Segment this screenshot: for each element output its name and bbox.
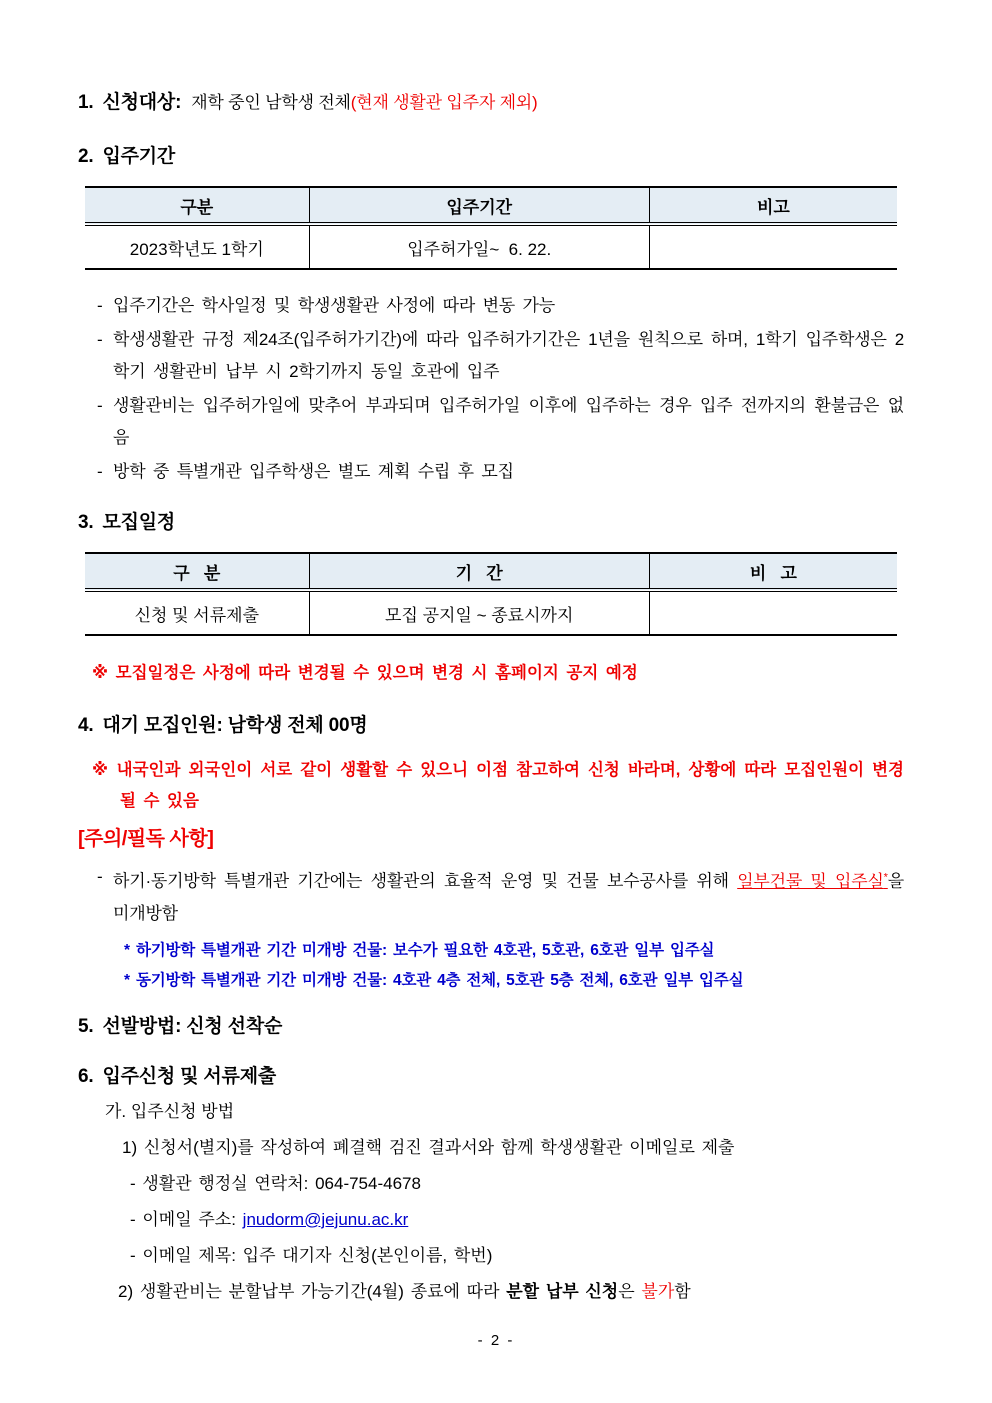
email-link[interactable]: jnudorm@jejunu.ac.kr [242,1209,409,1229]
cell-period: 입주허가일~ 6. 22. [309,224,649,269]
table-header-gubun: 구 분 [85,553,309,590]
bullet-item [97,324,904,388]
summer-closure-note: * 하기방학 특별개관 기간 미개방 건물: 보수가 필요한 4호관, 5호관, 6호관 일부 입주실 [124,941,715,959]
capacity-change-note: ※ 내국인과 외국인이 서로 같이 생활할 수 있으니 이점 참고하여 신청 바라며, 상황에 따라 모집인원이 변경 될 수 있음 [92,761,904,810]
section-6-heading [78,1064,904,1090]
dash-marker: - [97,462,103,481]
section-3-heading [78,510,904,536]
section-1-red-note: (현재 생활관 입주자 제외) [350,93,538,112]
table-header-note: 비고 [649,187,897,224]
asterisk-superscript: * [883,871,888,883]
step-2-mid: 은 [618,1281,642,1301]
table-header-period: 입주기간 [309,187,649,224]
caution-text [113,861,904,930]
bullet-text: 방학 중 특별개관 입주학생은 별도 계획 수립 후 모집 [113,462,514,481]
section-1-number: 1. [78,92,94,113]
caution-underlined-red: 일부건물 및 입주실* [737,871,888,891]
application-method-subheading: 가. 입주신청 방법 [105,1101,235,1121]
section-5-title: 선발방법: 신청 선착순 [102,1015,283,1037]
table-header-gubun: 구분 [85,187,309,224]
section-6-title: 입주신청 및 서류제출 [102,1065,276,1087]
table-header-row [85,553,897,590]
section-4-title: 대기 모집인원: 남학생 전체 00명 [102,715,368,736]
blue-note-list [124,936,904,996]
recruit-schedule-table [85,552,897,636]
bullet-text: 학생생활관 규정 제24조(입주허가기간)에 따라 입주허가기간은 1년을 원칙으로 하며, 1학기 입주학생은 2학기 생활관비 납부 시 2학기까지 동일 호관에 입주 [113,330,904,381]
schedule-change-note: ※ 모집일정은 사정에 따라 변경될 수 있으며 변경 시 홈페이지 공지 예정 [92,664,638,682]
dash-marker: - [97,867,103,886]
section-2-bullet-list [78,290,904,488]
application-step-1: 1) 신청서(별지)를 작성하여 폐결핵 검진 결과서와 함께 학생생활관 이메일로 제출 [122,1137,735,1157]
table-header-period: 기 간 [309,553,649,590]
dash-marker: - [97,396,103,415]
step-2-suffix: 함 [674,1281,691,1301]
caution-item [97,861,904,930]
table-header-row [85,187,897,224]
cell-semester: 2023학년도 1학기 [129,239,264,259]
section-5-number: 5. [78,1015,94,1037]
caution-title: [주의/필독 사항] [78,828,214,850]
section-3-title: 모집일정 [102,512,176,533]
bullet-text: 생활관비는 입주허가일에 맞추어 부과되며 입주허가일 이후에 입주하는 경우 입주 전까지의 환불금은 없음 [113,396,904,447]
email-label: - 이메일 주소: [130,1209,243,1229]
caution-suffix: 을 미개방함 [113,871,904,923]
move-in-period-table [85,186,897,270]
bullet-text: 입주기간은 학사일정 및 학생생활관 사정에 따라 변동 가능 [113,296,555,315]
section-6-number: 6. [78,1065,94,1087]
table-row [85,224,897,269]
table-header-note: 비 고 [649,553,897,590]
dash-marker: - [97,296,103,315]
section-2-title: 입주기간 [102,146,176,167]
section-4-heading [78,713,904,739]
step-2-bold-phrase: 분할 납부 신청 [506,1281,619,1301]
bullet-item [97,390,904,454]
section-1-heading [78,90,904,116]
office-contact-line: - 생활관 행정실 연락처: 064-754-4678 [130,1173,421,1193]
application-step-2 [118,1280,904,1304]
step-2-red-word: 불가 [641,1281,675,1301]
cell-note [649,224,897,269]
section-3-number: 3. [78,512,94,533]
caution-prefix: 하기·동기방학 특별개관 기간에는 생활관의 효율적 운영 및 건물 보수공사를 위해 [113,871,738,891]
section-2-heading [78,144,904,170]
cell-stage: 신청 및 서류제출 [134,605,259,625]
section-4-number: 4. [78,715,94,736]
section-2-number: 2. [78,146,94,167]
bullet-item [97,456,904,488]
section-1-title: 신청대상: [102,92,182,113]
section-5-heading [78,1014,904,1040]
cell-period: 모집 공지일 ~ 종료시까지 [309,590,649,635]
winter-closure-note: * 동기방학 특별개관 기간 미개방 건물: 4호관 4층 전체, 5호관 5층 전체, 6호관 일부 입주실 [124,971,744,989]
bullet-item [97,290,904,322]
section-1-text: 재학 중인 남학생 전체 [191,93,351,112]
dash-marker: - [97,330,103,349]
page-number: - 2 - [477,1332,515,1349]
email-subject-line: - 이메일 제목: 입주 대기자 신청(본인이름, 학번) [130,1245,493,1265]
step-2-prefix: 2) 생활관비는 분할납부 가능기간(4월) 종료에 따라 [118,1281,507,1301]
table-row [85,590,897,635]
email-address-line [130,1208,904,1232]
cell-note [649,590,897,635]
